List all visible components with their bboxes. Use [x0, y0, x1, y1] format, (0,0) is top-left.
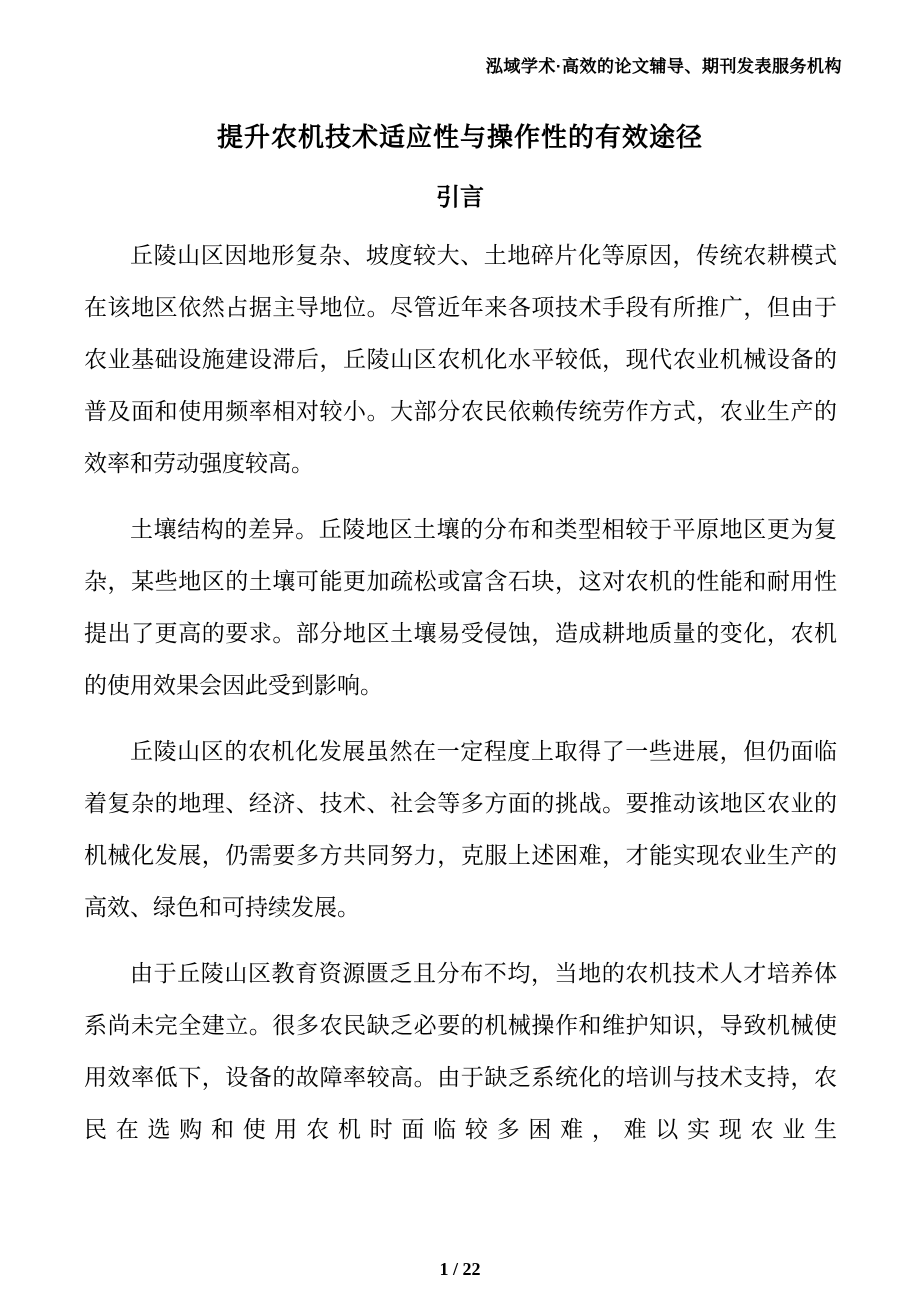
document-body [84, 230, 837, 1170]
paragraph: 由于丘陵山区教育资源匮乏且分布不均，当地的农机技术人才培养体系尚未完全建立。很多农民缺乏必要的机械操作和维护知识，导致机械使用效率低下，设备的故障率较高。由于缺乏系统化的培训与技术支持，农民在选购和使用农机时面临较多困难，难以实现农业生 [84, 961, 837, 1142]
page-number: 1 / 22 [439, 1259, 481, 1279]
paragraph: 丘陵山区的农机化发展虽然在一定程度上取得了一些进展，但仍面临着复杂的地理、经济、技术、社会等多方面的挑战。要推动该地区农业的机械化发展，仍需要多方共同努力，克服上述困难，才能实现农业生产的高效、绿色和可持续发展。 [84, 739, 837, 920]
document-title: 提升农机技术适应性与操作性的有效途径 [216, 122, 703, 152]
paragraph: 丘陵山区因地形复杂、坡度较大、土地碎片化等原因，传统农耕模式在该地区依然占据主导地位。尽管近年来各项技术手段有所推广，但由于农业基础设施建设滞后，丘陵山区农机化水平较低，现代农业机械设备的普及面和使用频率相对较小。大部分农民依赖传统劳作方式，农业生产的效率和劳动强度较高。 [84, 243, 837, 476]
header-brand-text: 泓域学术·高效的论文辅导、期刊发表服务机构 [485, 57, 842, 76]
section-heading: 引言 [436, 184, 484, 211]
paragraph: 土壤结构的差异。丘陵地区土壤的分布和类型相较于平原地区更为复杂，某些地区的土壤可能更加疏松或富含石块，这对农机的性能和耐用性提出了更高的要求。部分地区土壤易受侵蚀，造成耕地质量的变化，农机的使用效果会因此受到影响。 [84, 517, 837, 698]
